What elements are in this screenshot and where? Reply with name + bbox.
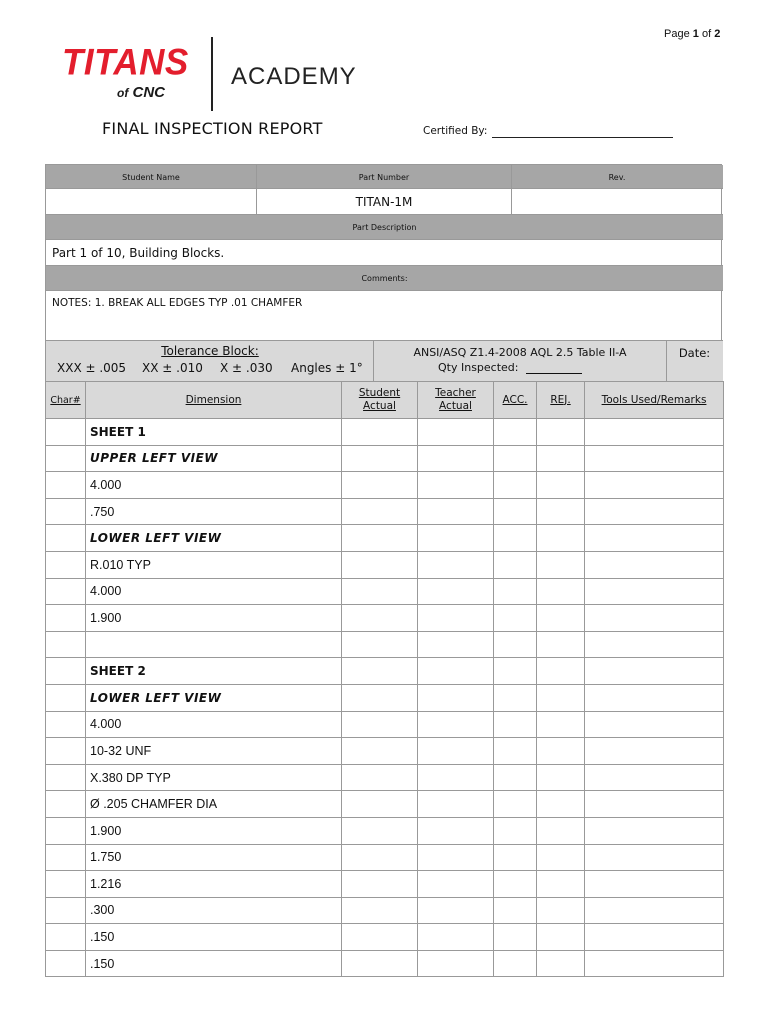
- tools-cell[interactable]: [585, 498, 724, 525]
- student-actual-cell[interactable]: [342, 738, 418, 765]
- tools-cell[interactable]: [585, 738, 724, 765]
- table-row: [46, 924, 724, 951]
- tolerance-title: Tolerance Block:: [161, 344, 259, 358]
- col-tools: Tools Used/Remarks: [585, 382, 724, 419]
- char-cell[interactable]: [46, 445, 86, 472]
- teacher-actual-cell[interactable]: [418, 472, 494, 499]
- col-dimension: Dimension: [86, 382, 342, 419]
- tools-cell[interactable]: [585, 551, 724, 578]
- table-row: [46, 684, 724, 711]
- dimension-cell: .750: [86, 498, 342, 525]
- student-actual-cell[interactable]: [342, 950, 418, 977]
- dimension-cell: Ø .205 CHAMFER DIA: [86, 791, 342, 818]
- student-actual-cell[interactable]: [342, 631, 418, 658]
- teacher-actual-cell[interactable]: [418, 764, 494, 791]
- dimension-cell: 1.750: [86, 844, 342, 871]
- student-actual-cell[interactable]: [342, 817, 418, 844]
- tools-cell[interactable]: [585, 924, 724, 951]
- table-row: [46, 711, 724, 738]
- tools-cell[interactable]: [585, 844, 724, 871]
- rej-cell[interactable]: [537, 924, 585, 951]
- dimension-cell: [86, 631, 342, 658]
- dimension-cell: LOWER LEFT VIEW: [86, 684, 342, 711]
- dimension-cell: 1.900: [86, 605, 342, 632]
- inspection-table: [45, 381, 724, 977]
- tools-cell[interactable]: [585, 578, 724, 605]
- student-name-label: Student Name: [46, 165, 257, 189]
- acc-cell[interactable]: [494, 498, 537, 525]
- char-cell[interactable]: [46, 950, 86, 977]
- char-cell[interactable]: [46, 419, 86, 446]
- acc-cell[interactable]: [494, 924, 537, 951]
- dimension-cell: .300: [86, 897, 342, 924]
- rej-cell[interactable]: [537, 711, 585, 738]
- logo-cnc-text: [117, 84, 165, 102]
- table-row: [46, 551, 724, 578]
- acc-cell[interactable]: [494, 871, 537, 898]
- student-actual-cell[interactable]: [342, 419, 418, 446]
- student-actual-cell[interactable]: [342, 498, 418, 525]
- part-description-label: Part Description: [46, 215, 723, 240]
- char-cell[interactable]: [46, 871, 86, 898]
- teacher-actual-cell[interactable]: [418, 950, 494, 977]
- rej-cell[interactable]: [537, 445, 585, 472]
- acc-cell[interactable]: [494, 472, 537, 499]
- student-actual-cell[interactable]: [342, 551, 418, 578]
- acc-cell[interactable]: [494, 551, 537, 578]
- logo-cnc: CNC: [132, 84, 165, 101]
- logo-academy-text: ACADEMY: [231, 63, 357, 90]
- student-actual-cell[interactable]: [342, 525, 418, 552]
- certified-by-label: Certified By:: [423, 125, 488, 137]
- char-cell[interactable]: [46, 711, 86, 738]
- comments-value[interactable]: NOTES: 1. BREAK ALL EDGES TYP .01 CHAMFER: [46, 291, 723, 341]
- tolerance-xxx: XXX ± .005: [57, 361, 127, 375]
- page-indicator: [664, 28, 720, 40]
- qty-inspected-label: Qty Inspected:: [438, 361, 519, 374]
- tools-cell[interactable]: [585, 605, 724, 632]
- titans-logo: [62, 44, 202, 106]
- tools-cell[interactable]: [585, 764, 724, 791]
- student-actual-cell[interactable]: [342, 764, 418, 791]
- acc-cell[interactable]: [494, 631, 537, 658]
- rej-cell[interactable]: [537, 791, 585, 818]
- teacher-actual-cell[interactable]: [418, 897, 494, 924]
- teacher-actual-cell[interactable]: [418, 658, 494, 685]
- acc-cell[interactable]: [494, 605, 537, 632]
- page-prefix: Page: [664, 28, 690, 40]
- teacher-actual-cell[interactable]: [418, 871, 494, 898]
- rej-cell[interactable]: [537, 738, 585, 765]
- table-row: [46, 525, 724, 552]
- student-actual-cell[interactable]: [342, 924, 418, 951]
- student-actual-cell[interactable]: [342, 684, 418, 711]
- certified-by-signature-line[interactable]: [492, 137, 673, 138]
- rej-cell[interactable]: [537, 871, 585, 898]
- acc-cell[interactable]: [494, 844, 537, 871]
- comments-label: Comments:: [46, 266, 723, 291]
- tools-cell[interactable]: [585, 631, 724, 658]
- dimension-cell: 1.216: [86, 871, 342, 898]
- student-actual-cell[interactable]: [342, 897, 418, 924]
- tools-cell[interactable]: [585, 711, 724, 738]
- logo-of: of: [117, 86, 129, 100]
- teacher-actual-cell[interactable]: [418, 684, 494, 711]
- char-cell[interactable]: [46, 578, 86, 605]
- acc-cell[interactable]: [494, 525, 537, 552]
- teacher-actual-cell[interactable]: [418, 791, 494, 818]
- acc-cell[interactable]: [494, 445, 537, 472]
- teacher-actual-cell[interactable]: [418, 924, 494, 951]
- tools-cell[interactable]: [585, 897, 724, 924]
- teacher-actual-cell[interactable]: [418, 445, 494, 472]
- teacher-actual-cell[interactable]: [418, 844, 494, 871]
- rej-cell[interactable]: [537, 950, 585, 977]
- teacher-actual-cell[interactable]: [418, 578, 494, 605]
- teacher-actual-cell[interactable]: [418, 631, 494, 658]
- part-number-value[interactable]: TITAN-1M: [257, 189, 512, 214]
- char-cell[interactable]: [46, 844, 86, 871]
- char-cell[interactable]: [46, 924, 86, 951]
- dimension-cell: X.380 DP TYP: [86, 764, 342, 791]
- tolerance-row: [46, 341, 723, 381]
- acc-cell[interactable]: [494, 578, 537, 605]
- acc-cell[interactable]: [494, 791, 537, 818]
- char-cell[interactable]: [46, 472, 86, 499]
- student-actual-cell[interactable]: [342, 445, 418, 472]
- acc-cell[interactable]: [494, 897, 537, 924]
- dimension-cell: 10-32 UNF: [86, 738, 342, 765]
- inspection-table-header: [46, 382, 724, 419]
- col-rej: REJ.: [537, 382, 585, 419]
- char-cell[interactable]: [46, 791, 86, 818]
- acc-cell[interactable]: [494, 658, 537, 685]
- qty-inspected-line[interactable]: [526, 373, 582, 374]
- col-char: Char#: [46, 382, 86, 419]
- table-row: [46, 631, 724, 658]
- char-cell[interactable]: [46, 897, 86, 924]
- teacher-actual-cell[interactable]: [418, 498, 494, 525]
- header-table: [45, 164, 722, 381]
- char-cell[interactable]: [46, 631, 86, 658]
- page-of: of: [701, 28, 712, 40]
- table-row: [46, 498, 724, 525]
- tools-cell[interactable]: [585, 791, 724, 818]
- student-actual-cell[interactable]: [342, 871, 418, 898]
- table-row: [46, 950, 724, 977]
- rej-cell[interactable]: [537, 419, 585, 446]
- tolerance-x: X ± .030: [220, 361, 273, 375]
- acc-cell[interactable]: [494, 950, 537, 977]
- student-name-field[interactable]: [46, 189, 257, 214]
- student-actual-cell[interactable]: [342, 605, 418, 632]
- part-description-value[interactable]: Part 1 of 10, Building Blocks.: [46, 240, 723, 266]
- teacher-actual-cell[interactable]: [418, 419, 494, 446]
- tolerance-xx: XX ± .010: [142, 361, 203, 375]
- char-cell[interactable]: [46, 817, 86, 844]
- rej-cell[interactable]: [537, 472, 585, 499]
- rej-cell[interactable]: [537, 498, 585, 525]
- rej-cell[interactable]: [537, 631, 585, 658]
- rej-cell[interactable]: [537, 605, 585, 632]
- inspection-table-body: [46, 419, 724, 977]
- dimension-cell: LOWER LEFT VIEW: [86, 525, 342, 552]
- dimension-cell: SHEET 2: [86, 658, 342, 685]
- rej-cell[interactable]: [537, 844, 585, 871]
- tools-cell[interactable]: [585, 445, 724, 472]
- char-cell[interactable]: [46, 684, 86, 711]
- aql-standard: ANSI/ASQ Z1.4-2008 AQL 2.5 Table II-A: [413, 346, 627, 359]
- student-actual-cell[interactable]: [342, 791, 418, 818]
- acc-cell[interactable]: [494, 419, 537, 446]
- student-actual-cell[interactable]: [342, 658, 418, 685]
- dimension-cell: .150: [86, 924, 342, 951]
- char-cell[interactable]: [46, 764, 86, 791]
- rej-cell[interactable]: [537, 551, 585, 578]
- rej-cell[interactable]: [537, 897, 585, 924]
- dimension-cell: .150: [86, 950, 342, 977]
- dimension-cell: R.010 TYP: [86, 551, 342, 578]
- dimension-cell: 1.900: [86, 817, 342, 844]
- tools-cell[interactable]: [585, 658, 724, 685]
- tools-cell[interactable]: [585, 472, 724, 499]
- teacher-actual-cell[interactable]: [418, 738, 494, 765]
- table-row: [46, 897, 724, 924]
- rev-field[interactable]: [512, 189, 722, 214]
- dimension-cell: UPPER LEFT VIEW: [86, 445, 342, 472]
- dimension-cell: 4.000: [86, 472, 342, 499]
- char-cell[interactable]: [46, 605, 86, 632]
- table-row: [46, 764, 724, 791]
- rej-cell[interactable]: [537, 764, 585, 791]
- header-labels-row: [46, 165, 723, 189]
- table-row: [46, 658, 724, 685]
- char-cell[interactable]: [46, 525, 86, 552]
- col-teacher-actual: Teacher Actual: [418, 382, 494, 419]
- header-values-row: [46, 189, 723, 215]
- student-actual-cell[interactable]: [342, 711, 418, 738]
- acc-cell[interactable]: [494, 711, 537, 738]
- char-cell[interactable]: [46, 498, 86, 525]
- tools-cell[interactable]: [585, 525, 724, 552]
- teacher-actual-cell[interactable]: [418, 525, 494, 552]
- char-cell[interactable]: [46, 658, 86, 685]
- logo-titans-text: TITANS: [62, 42, 189, 83]
- aql-block: [374, 341, 667, 381]
- col-acc: ACC.: [494, 382, 537, 419]
- teacher-actual-cell[interactable]: [418, 711, 494, 738]
- tools-cell[interactable]: [585, 419, 724, 446]
- dimension-cell: 4.000: [86, 578, 342, 605]
- col-student-actual: Student Actual: [342, 382, 418, 419]
- table-row: [46, 844, 724, 871]
- rej-cell[interactable]: [537, 684, 585, 711]
- rev-label: Rev.: [608, 172, 626, 182]
- table-row: [46, 605, 724, 632]
- logo-divider: [211, 37, 213, 111]
- acc-cell[interactable]: [494, 738, 537, 765]
- teacher-actual-cell[interactable]: [418, 817, 494, 844]
- tolerance-block: [46, 341, 374, 381]
- dimension-cell: 4.000: [86, 711, 342, 738]
- char-cell[interactable]: [46, 551, 86, 578]
- tools-cell[interactable]: [585, 871, 724, 898]
- rej-cell[interactable]: [537, 525, 585, 552]
- part-number-label: Part Number: [257, 165, 512, 189]
- rej-cell[interactable]: [537, 658, 585, 685]
- student-actual-cell[interactable]: [342, 844, 418, 871]
- table-row: [46, 871, 724, 898]
- tools-cell[interactable]: [585, 684, 724, 711]
- table-row: [46, 817, 724, 844]
- student-actual-cell[interactable]: [342, 578, 418, 605]
- table-row: [46, 738, 724, 765]
- acc-cell[interactable]: [494, 817, 537, 844]
- char-cell[interactable]: [46, 738, 86, 765]
- rej-cell[interactable]: [537, 578, 585, 605]
- table-row: [46, 578, 724, 605]
- date-label: Date:: [678, 346, 711, 360]
- tolerance-angles: Angles ± 1°: [291, 361, 363, 375]
- page-current: 1: [692, 28, 699, 40]
- table-row: [46, 445, 724, 472]
- table-row: [46, 472, 724, 499]
- rej-cell[interactable]: [537, 817, 585, 844]
- acc-cell[interactable]: [494, 764, 537, 791]
- acc-cell[interactable]: [494, 684, 537, 711]
- table-row: [46, 419, 724, 446]
- tools-cell[interactable]: [585, 950, 724, 977]
- teacher-actual-cell[interactable]: [418, 551, 494, 578]
- table-row: [46, 791, 724, 818]
- student-actual-cell[interactable]: [342, 472, 418, 499]
- teacher-actual-cell[interactable]: [418, 605, 494, 632]
- dimension-cell: SHEET 1: [86, 419, 342, 446]
- page-total: 2: [714, 28, 721, 40]
- report-title: FINAL INSPECTION REPORT: [102, 119, 323, 138]
- tools-cell[interactable]: [585, 817, 724, 844]
